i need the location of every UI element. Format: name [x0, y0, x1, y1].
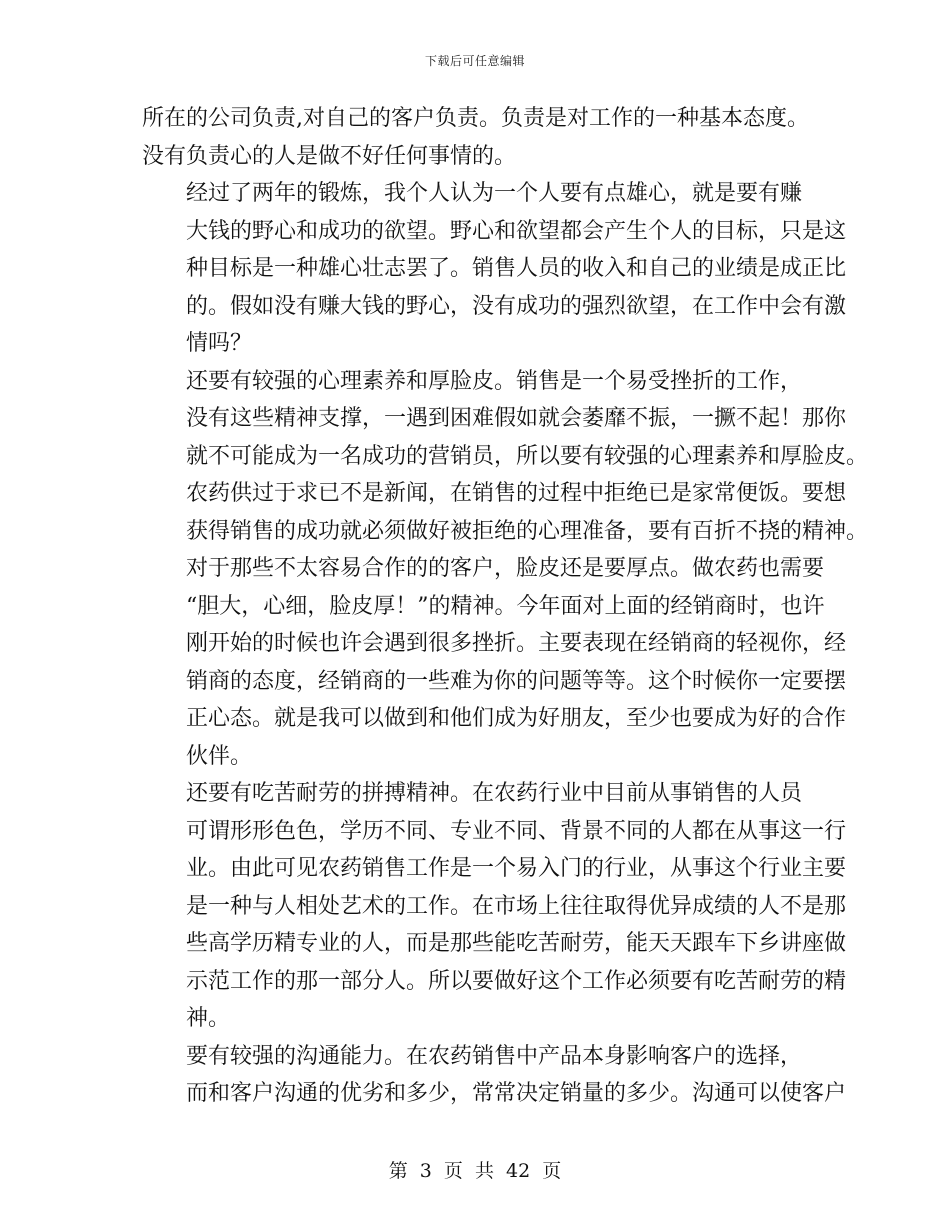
text-line: 经过了两年的锻炼，我个人认为一个人要有点雄心，就是要有赚	[186, 181, 803, 206]
text-line: 而和客户沟通的优劣和多少，常常决定销量的多少。沟通可以使客户	[186, 1081, 847, 1106]
text-line: 对于那些不太容易合作的的客户，脸皮还是要厚点。做农药也需要	[186, 556, 825, 581]
header-note: 下载后可任意编辑	[424, 54, 525, 68]
text-line: 还要有较强的心理素养和厚脸皮。销售是一个易受挫折的工作，	[186, 368, 803, 394]
text-line: 正心态。就是我可以做到和他们成为好朋友，至少也要成为好的合作	[186, 706, 847, 731]
paragraph	[142, 1038, 847, 1113]
text-line: 些高学历精专业的人，而是那些能吃苦耐劳，能天天跟车下乡讲座做	[186, 931, 847, 956]
document-body	[142, 100, 869, 1113]
text-line: 还要有吃苦耐劳的拼搏精神。在农药行业中目前从事销售的人员	[186, 781, 803, 806]
text-line: 情吗？	[186, 331, 253, 356]
paragraph	[142, 175, 847, 363]
text-line: 农药供过于求已不是新闻，在销售的过程中拒绝已是家常便饭。要想	[186, 481, 847, 506]
text-line: 可谓形形色色，学历不同、专业不同、背景不同的人都在从事这一行	[186, 818, 847, 844]
text-line: 没有负责心的人是做不好任何事情的。	[142, 143, 517, 169]
paragraph	[142, 100, 808, 175]
text-line: 所在的公司负责,对自己的客户负责。负责是对工作的一种基本态度。	[142, 106, 809, 131]
page-footer	[0, 1156, 950, 1183]
text-line: “胆大，心细，脸皮厚！”的精神。今年面对上面的经销商时，也许	[186, 593, 825, 619]
text-line: 大钱的野心和成功的欲望。野心和欲望都会产生个人的目标，只是这	[186, 218, 847, 244]
page-number-label: 第 3 页 共 42 页	[388, 1160, 562, 1182]
text-line: 种目标是一种雄心壮志罢了。销售人员的收入和自己的业绩是成正比	[186, 256, 847, 281]
paragraph	[142, 363, 869, 776]
paragraph	[142, 775, 847, 1038]
text-line: 是一种与人相处艺术的工作。在市场上往往取得优异成绩的人不是那	[186, 893, 847, 919]
text-line: 刚开始的时候也许会遇到很多挫折。主要表现在经销商的轻视你，经	[186, 631, 847, 656]
text-line: 获得销售的成功就必须做好被拒绝的心理准备，要有百折不挠的精神。	[186, 518, 869, 544]
text-line: 就不可能成为一名成功的营销员，所以要有较强的心理素养和厚脸皮。	[186, 443, 869, 469]
text-line: 神。	[186, 1006, 231, 1031]
text-line: 示范工作的那一部分人。所以要做好这个工作必须要有吃苦耐劳的精	[186, 968, 847, 994]
page-header	[0, 52, 950, 69]
text-line: 要有较强的沟通能力。在农药销售中产品本身影响客户的选择，	[186, 1043, 803, 1069]
text-line: 业。由此可见农药销售工作是一个易入门的行业，从事这个行业主要	[186, 856, 847, 881]
text-line: 伙伴。	[186, 743, 253, 769]
text-line: 的。假如没有赚大钱的野心，没有成功的强烈欲望，在工作中会有激	[186, 293, 847, 319]
text-line: 没有这些精神支撑，一遇到困难假如就会萎靡不振，一撅不起！那你	[186, 406, 847, 431]
text-line: 销商的态度，经销商的一些难为你的问题等等。这个时候你一定要摆	[186, 668, 847, 694]
